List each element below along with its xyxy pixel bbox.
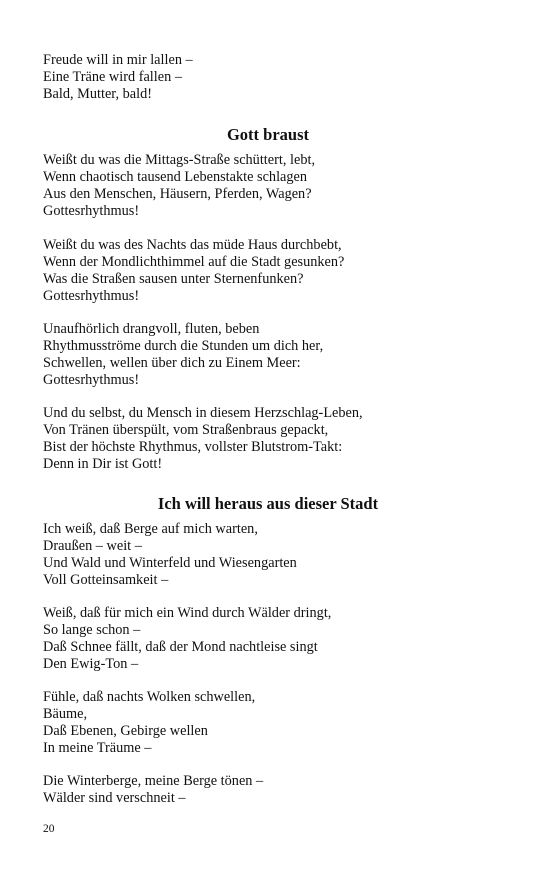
verse-line: Weißt du was des Nachts das müde Haus durchbebt, xyxy=(43,237,342,253)
verse-line: Fühle, daß nachts Wolken schwellen, xyxy=(43,689,256,705)
verse-line: Wenn chaotisch tausend Lebenstakte schlagen xyxy=(43,169,308,185)
verse-line: Weiß, daß für mich ein Wind durch Wälder dringt, xyxy=(43,605,332,621)
verse-line: Draußen – weit – xyxy=(43,538,142,554)
verse-line: Aus den Menschen, Häusern, Pferden, Wagen? xyxy=(43,186,312,202)
verse-line: Weißt du was die Mittags-Straße schüttert, lebt, xyxy=(43,152,316,168)
verse-line: Daß Schnee fällt, daß der Mond nachtleise singt xyxy=(43,639,318,655)
verse-line: Bist der höchste Rhythmus, vollster Blutstrom-Takt: xyxy=(43,439,343,455)
verse-line: Gottesrhythmus! xyxy=(43,203,140,219)
verse-line: Und du selbst, du Mensch in diesem Herzschlag-Leben, xyxy=(43,405,363,421)
verse-line: Was die Straßen sausen unter Sternenfunken? xyxy=(43,271,304,287)
verse-line: Voll Gotteinsamkeit – xyxy=(43,572,169,588)
verse-line: Denn in Dir ist Gott! xyxy=(43,456,163,472)
verse-line: Schwellen, wellen über dich zu Einem Meer: xyxy=(43,355,301,371)
verse-line: Bald, Mutter, bald! xyxy=(43,86,153,102)
verse-line: Ich weiß, daß Berge auf mich warten, xyxy=(43,521,258,537)
verse-line: Von Tränen überspült, vom Straßenbraus gepackt, xyxy=(43,422,329,438)
verse-line: Bäume, xyxy=(43,706,88,722)
poem-title: Gott braust xyxy=(226,125,310,144)
page-number: 20 xyxy=(43,823,55,835)
verse-line: Eine Träne wird fallen – xyxy=(43,69,182,85)
verse-line: Gottesrhythmus! xyxy=(43,372,140,388)
verse-line: Unaufhörlich drangvoll, fluten, beben xyxy=(43,321,260,337)
verse-line: Rhythmusströme durch die Stunden um dich her, xyxy=(43,338,324,354)
verse-line: Daß Ebenen, Gebirge wellen xyxy=(43,723,208,739)
verse-line: Und Wald und Winterfeld und Wiesengarten xyxy=(43,555,297,571)
verse-line: Freude will in mir lallen – xyxy=(43,52,193,68)
verse-line: Gottesrhythmus! xyxy=(43,288,140,304)
verse-line: Den Ewig-Ton – xyxy=(43,656,139,672)
poem-title: Ich will heraus aus dieser Stadt xyxy=(157,494,379,513)
verse-line: So lange schon – xyxy=(43,622,141,638)
verse-line: In meine Träume – xyxy=(43,740,152,756)
verse-line: Wälder sind verschneit – xyxy=(43,790,186,806)
verse-line: Wenn der Mondlichthimmel auf die Stadt gesunken? xyxy=(43,254,345,270)
verse-line: Die Winterberge, meine Berge tönen – xyxy=(43,773,264,789)
